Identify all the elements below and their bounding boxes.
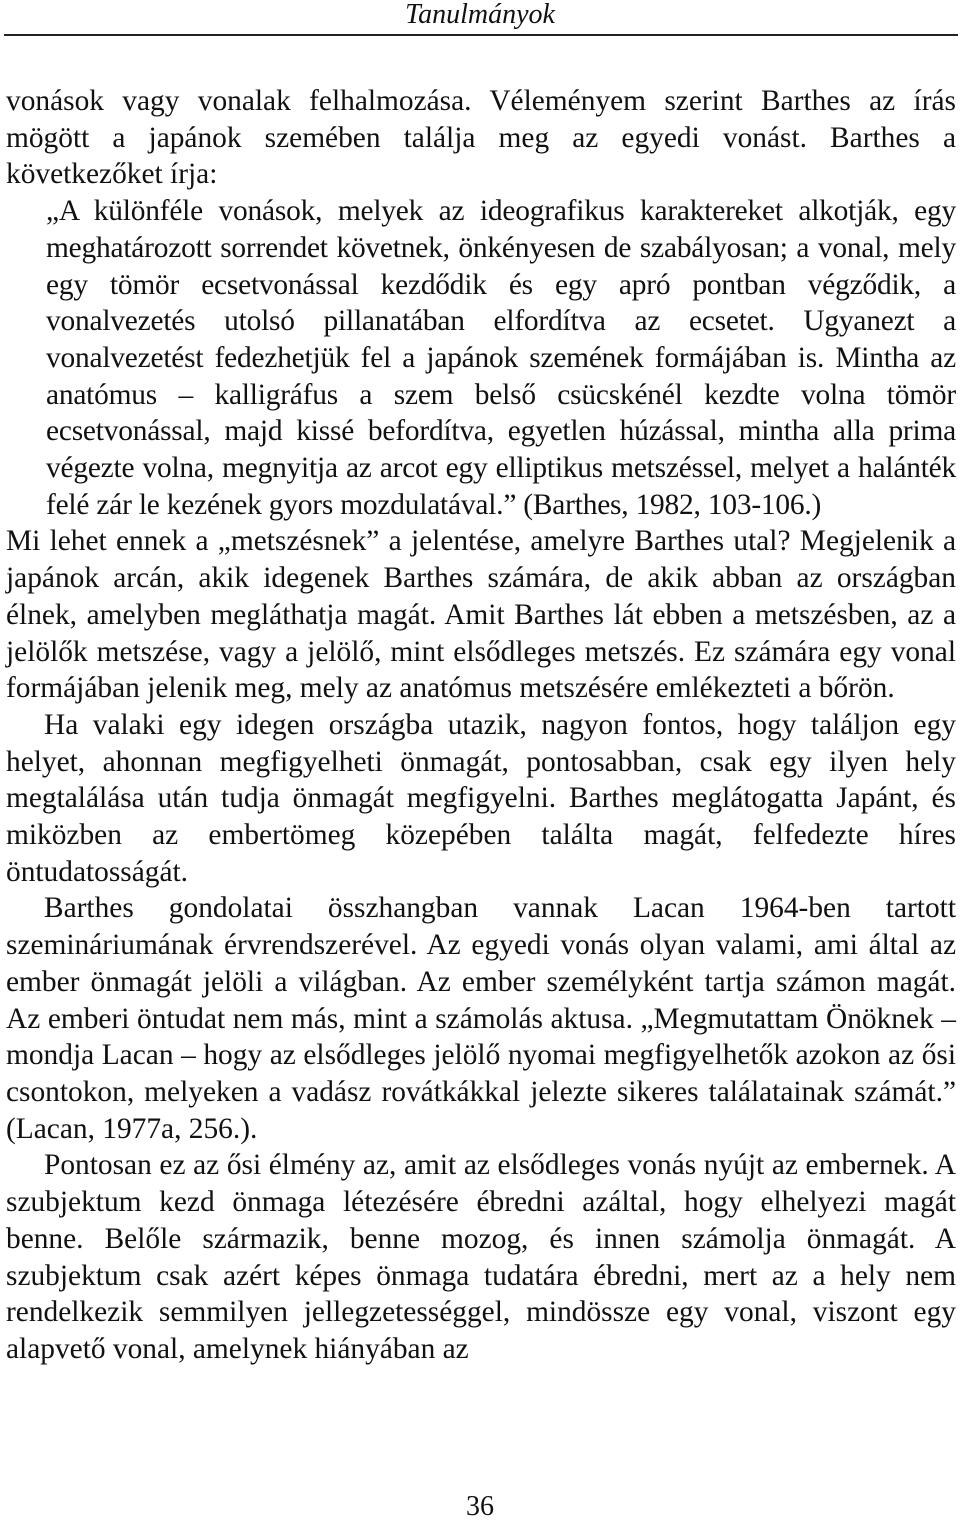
header-rule — [4, 34, 958, 36]
paragraph-travel: Ha valaki egy idegen országba utazik, nagyon fontos, hogy találjon egy helyet, ahonnan megfigyelheti önmagát, pontosabban, csak egy ilyen hely megtalálása után tudja önmagát megfigyelni. Barthes meglátogatta Japánt, és miközben az embertömeg közepében találta magát, felfedezte híres öntudatosságát. — [6, 708, 956, 888]
page-number: 36 — [466, 1491, 494, 1522]
paragraph-metszes: Mi lehet ennek a „metszésnek” a jelentése, amelyre Barthes utal? Megjelenik a japánok arcán, akik idegenek Barthes számára, de akik abban az országban élnek, amelyben megláthatja magát. Amit Barthes lát ebben a metszésben, az a jelölők metszése, vagy a jelölő, mint elsődleges metszés. Ez számára egy vonal formájában jelenik meg, mely az anatómus metszésére emlékezteti a bőrön. — [6, 525, 956, 705]
paragraph-lacan: Barthes gondolatai összhangban vannak Lacan 1964-ben tartott szemináriumának érvrendszerével. Az egyedi vonás olyan valami, ami által az ember önmagát jelöli a világban. Az ember személyként tartja számon magát. Az emberi öntudat nem más, mint a számolás aktusa. „Megmutattam Önöknek – mondja Lacan – hogy az elsődleges jelölő nyomai megfigyelhetők azokon az ősi csontokon, melyeken a vadász rovátkákkal jelezte sikeres találatainak számát.” (Lacan, 1977a, 256.). — [6, 892, 956, 1145]
paragraph-primary-trait: Pontosan ez az ősi élmény az, amit az elsődleges vonás nyújt az embernek. A szubjektum kezd önmaga létezésére ébredni azáltal, hogy elhelyezi magát benne. Belőle származik, benne mozog, és innen számolja önmagát. A szubjektum csak azért képes önmaga tudatára ébredni, mert az a hely nem rendelkezik semmilyen jellegzetességgel, mindössze egy vonal, viszont egy alapvető vonal, amelynek hiányában az — [6, 1149, 956, 1365]
block-quote-barthes: „A különféle vonások, melyek az ideografikus karaktereket alkotják, egy meghatározott sorrendet követnek, önkényesen de szabályosan; a vonal, mely egy tömör ecsetvonással kezdődik és egy apró pontban végződik, a vonalvezetés utolsó pillanatában elfordítva az ecsetet. Ugyanezt a vonalvezetést fedezhetjük fel a japánok szemének formájában is. Mintha az anatómus – kalligráfus a szem belső csücskénél kezdte volna tömör ecsetvonással, majd kissé befordítva, egyetlen húzással, mintha alla prima végezte volna, megnyitja az arcot egy elliptikus metszéssel, melyet a halánték felé zár le kezének gyors mozdulatával.” (Barthes, 1982, 103-106.) — [46, 195, 956, 521]
running-head: Tanulmányok — [405, 0, 555, 30]
paragraph-continuation: vonások vagy vonalak felhalmozása. Véleményem szerint Barthes az írás mögött a japánok szemében találja meg az egyedi vonást. Barthes a következőket írja: — [6, 85, 956, 191]
article-body — [6, 83, 956, 1368]
